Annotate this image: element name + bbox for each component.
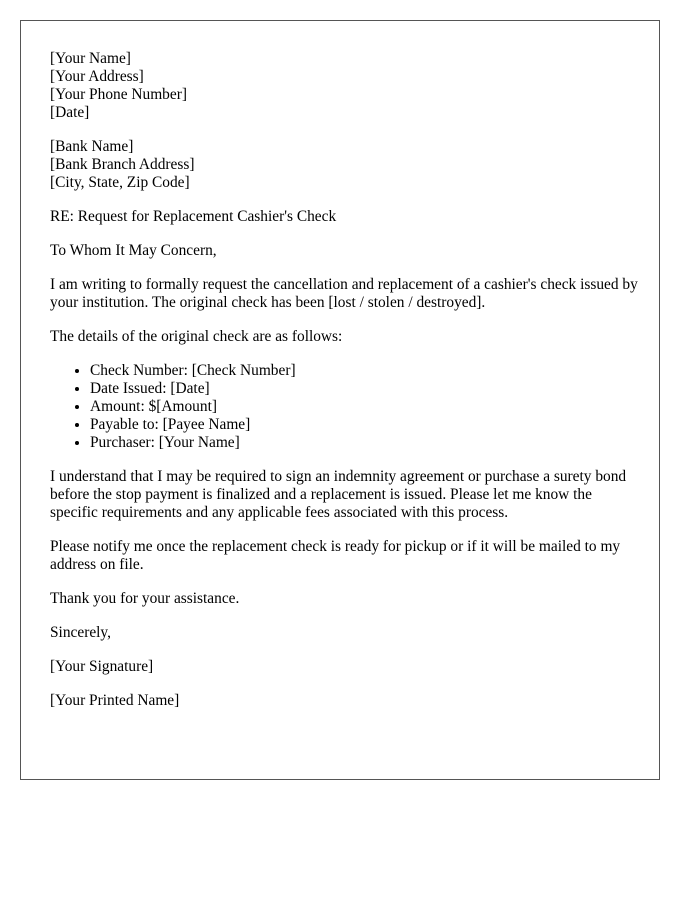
recipient-city-state-zip: [City, State, Zip Code] bbox=[50, 174, 190, 191]
letter-date: [Date] bbox=[50, 104, 90, 121]
indemnity-paragraph: I understand that I may be required to sign an indemnity agreement or purchase a surety bond before the stop payment is finalized and a replacement is issued. Please let me know the specific requirements and any applicable fees associated with this process. bbox=[50, 468, 627, 521]
recipient-branch-address: [Bank Branch Address] bbox=[50, 156, 195, 173]
letter-frame bbox=[20, 20, 660, 780]
printed-name-placeholder: [Your Printed Name] bbox=[50, 692, 180, 709]
sender-block bbox=[50, 50, 640, 122]
signature-placeholder: [Your Signature] bbox=[50, 658, 154, 675]
intro-paragraph: I am writing to formally request the cancellation and replacement of a cashier's check issued by your institution. The original check has been [lost / stolen / destroyed]. bbox=[50, 276, 638, 311]
check-details-list bbox=[50, 362, 640, 452]
notify-paragraph: Please notify me once the replacement check is ready for pickup or if it will be mailed to my address on file. bbox=[50, 538, 621, 573]
check-details-item: • Check Number: [Check Number] bbox=[90, 362, 640, 380]
sender-address: [Your Address] bbox=[50, 68, 144, 85]
check-details-item: • Purchaser: [Your Name] bbox=[90, 434, 640, 452]
subject-line: RE: Request for Replacement Cashier's Check bbox=[50, 208, 337, 225]
salutation: To Whom It May Concern, bbox=[50, 242, 217, 259]
check-details-item: • Amount: $[Amount] bbox=[90, 398, 640, 416]
valediction: Sincerely, bbox=[50, 624, 111, 641]
letter-body bbox=[50, 50, 640, 726]
details-intro-paragraph: The details of the original check are as follows: bbox=[50, 328, 343, 345]
sender-phone: [Your Phone Number] bbox=[50, 86, 187, 103]
thanks-paragraph: Thank you for your assistance. bbox=[50, 590, 240, 607]
recipient-bank-name: [Bank Name] bbox=[50, 138, 134, 155]
check-details-item: • Payable to: [Payee Name] bbox=[90, 416, 640, 434]
check-details-item: • Date Issued: [Date] bbox=[90, 380, 640, 398]
recipient-block bbox=[50, 138, 640, 192]
sender-name: [Your Name] bbox=[50, 50, 131, 67]
